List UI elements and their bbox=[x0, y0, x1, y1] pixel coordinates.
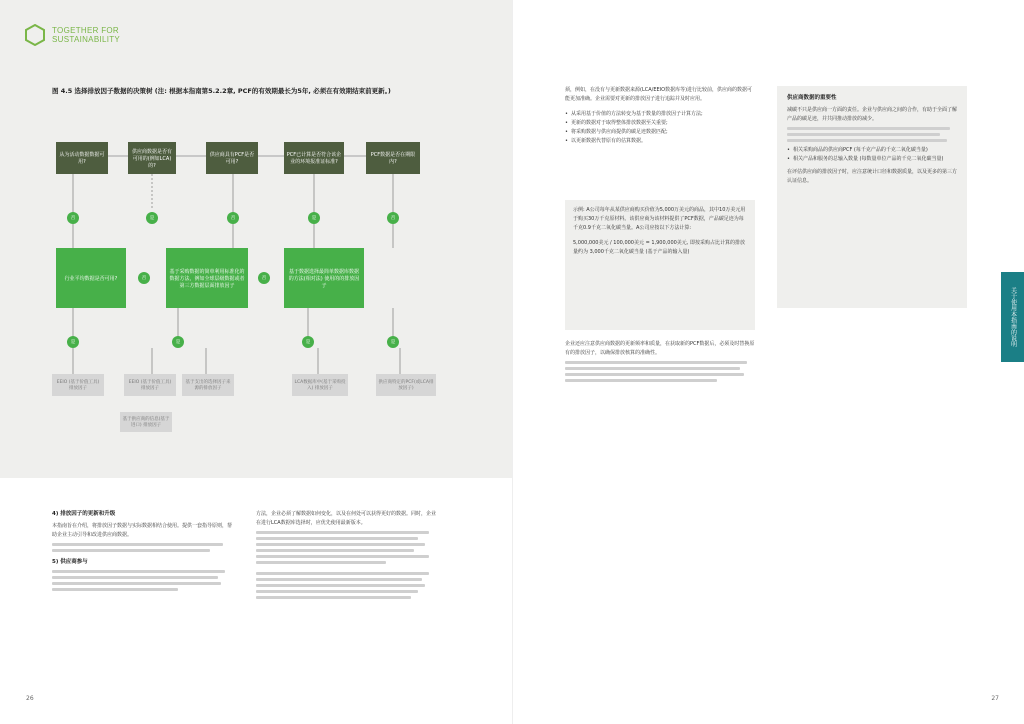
result-box-4: LCA数据库中(基于采购投入) 排放因子 bbox=[292, 374, 348, 396]
decision-box-2: 供应商数据是否有可用的(例如LCA)的? bbox=[128, 142, 176, 174]
right-bottom-text bbox=[565, 340, 755, 385]
bullet-4: • 以更新数据代替原有的估算数据。 bbox=[565, 138, 646, 144]
yes-circle-8: 是 bbox=[302, 336, 314, 348]
logo-line2: SUSTAINABILITY bbox=[52, 35, 121, 44]
decision-tree bbox=[48, 128, 468, 408]
right-page bbox=[512, 0, 1024, 724]
logo-line1: TOGETHER FOR bbox=[52, 26, 120, 35]
section-heading-4: 4) 排放因子的更新和升级 bbox=[52, 511, 116, 517]
callout-end: 在评估供应商的排放因子时，应注意统计口径和数据质量，以及更多的第三方认证信息。 bbox=[787, 169, 958, 184]
logo bbox=[24, 24, 120, 46]
result-box-1: EEIO (基于价值工具) 排放因子 bbox=[52, 374, 104, 396]
decision-box-5: PCF数据是否在期限内? bbox=[366, 142, 420, 174]
callout-title: 供应商数据的重要性 bbox=[787, 95, 837, 101]
supplier-data-callout bbox=[777, 86, 967, 308]
yes-circle-3: 否 bbox=[227, 212, 239, 224]
yes-circle-5: 否 bbox=[387, 212, 399, 224]
figure-title: 图 4.5 选择排放因子数据的决策树 (注: 根据本指南第5.2.2章, PCF的有效期最长为5年, 必须在有效期结束前更新。) bbox=[52, 87, 391, 95]
yes-circle-9: 是 bbox=[387, 336, 399, 348]
section-side-tab[interactable]: 关于使用本指南的说明 bbox=[1001, 272, 1024, 362]
right-column-1 bbox=[565, 86, 755, 146]
example-text: 示例: A公司每年从某供应商购买价值为5,000万美元的商品，其中10万美元用于购买30万千克原材料。该供应商为该材料提供了PCF数据，产品碳足迹为每千克0.9千克二氧化碳当量。A公司应按以下方法计算: bbox=[573, 207, 746, 231]
mid-box-3: 基于数据选择最简单数据库数据的方法(相对法) 使用的的排放因子 bbox=[284, 248, 364, 308]
bullet-1: • 从采用基于价值的方法转变为基于数量的排放因子计算方法; bbox=[565, 111, 703, 117]
result-box-5: 供应商特定的PCF(或LCA排放因子) bbox=[376, 374, 436, 396]
decision-box-3: 供应商具有PCF是否可用? bbox=[206, 142, 258, 174]
result-box-extra: 基于供应商的信息(基于进口) 排放因子 bbox=[120, 412, 172, 432]
bullet-list bbox=[565, 110, 755, 146]
section-4-text: 本指南旨在介绍，将排放因子数据与实际数据相结合使用。提供一套指导原则，帮助企业主动引导和改进供应商数据。 bbox=[52, 523, 233, 538]
bullet-2: • 更新的数据对于取得整体排放数据至关重要; bbox=[565, 120, 668, 126]
mid-box-2: 基于采购数据的简单利用标准化的数据方法，例如全球层级数据或者第三方数据层面排放因子 bbox=[166, 248, 248, 308]
result-box-2: EEIO (基于价值工具) 排放因子 bbox=[124, 374, 176, 396]
col2-text: 方法，企业必须了解数据如何变化，以及在何处可以获得更好的数据。同时，企业在进行LCA数据库选择时，应优先使用最新版本。 bbox=[256, 511, 437, 526]
bottom-text: 企业还应注意供应商数据的更新频率和质量，在获取新的PCF数据后，必须及时替换原有的排放因子，以确保排放核算的准确性。 bbox=[565, 341, 755, 356]
intro-text: 须，例如，在没有与更新数据来源(LCA/EEIO数据库等)进行比较前，供应商的数据可能更加准确。企业需要对更新的排放因子进行追踪并及时应用。 bbox=[565, 87, 753, 102]
example-calc: 5,000,000美元 / 100,000美元 = 1,900,000美元, 即按采购占比计算的排放量约为 3,000千克二氧化碳当量 (基于产品的输入量) bbox=[573, 240, 745, 255]
example-box bbox=[565, 200, 755, 330]
yes-circle-2: 是 bbox=[146, 212, 158, 224]
left-column-2 bbox=[256, 510, 436, 602]
page-number-left: 26 bbox=[26, 695, 34, 702]
hexagon-logo-icon bbox=[24, 24, 46, 46]
section-heading-5: 5) 供应商参与 bbox=[52, 559, 88, 565]
callout-bullet-2: • 相关产品和服务的总输入数量 (每数量单位产品的千克二氧化碳当量) bbox=[787, 156, 944, 162]
callout-bullet-1: • 相关采购商品的供应商PCF (每千克产品的千克二氧化碳当量) bbox=[787, 147, 928, 153]
yes-circle-4: 是 bbox=[308, 212, 320, 224]
yes-circle-7: 是 bbox=[172, 336, 184, 348]
result-box-3: 基于支出的选择因子来源的排放因子 bbox=[182, 374, 234, 396]
bullet-3: • 将采购数据与供应商提供的碳足迹数据匹配; bbox=[565, 129, 668, 135]
no-circle-a: 否 bbox=[138, 272, 150, 284]
callout-body: 减碳不只是供应商一方面的责任。企业与供应商之间的合作，有助于全面了解产品的碳足迹，并共同推动排放的减少。 bbox=[787, 107, 958, 122]
no-circle-b: 否 bbox=[258, 272, 270, 284]
decision-box-1: 从为活动数据数据可用? bbox=[56, 142, 108, 174]
mid-box-1: 行业平均数据是否可用? bbox=[56, 248, 126, 308]
left-column-1 bbox=[52, 510, 232, 594]
yes-circle-1: 否 bbox=[67, 212, 79, 224]
page-number-right: 27 bbox=[991, 695, 999, 702]
decision-box-4: PCF已计算是否符合该企业的环境报准证标准? bbox=[284, 142, 344, 174]
yes-circle-6: 是 bbox=[67, 336, 79, 348]
